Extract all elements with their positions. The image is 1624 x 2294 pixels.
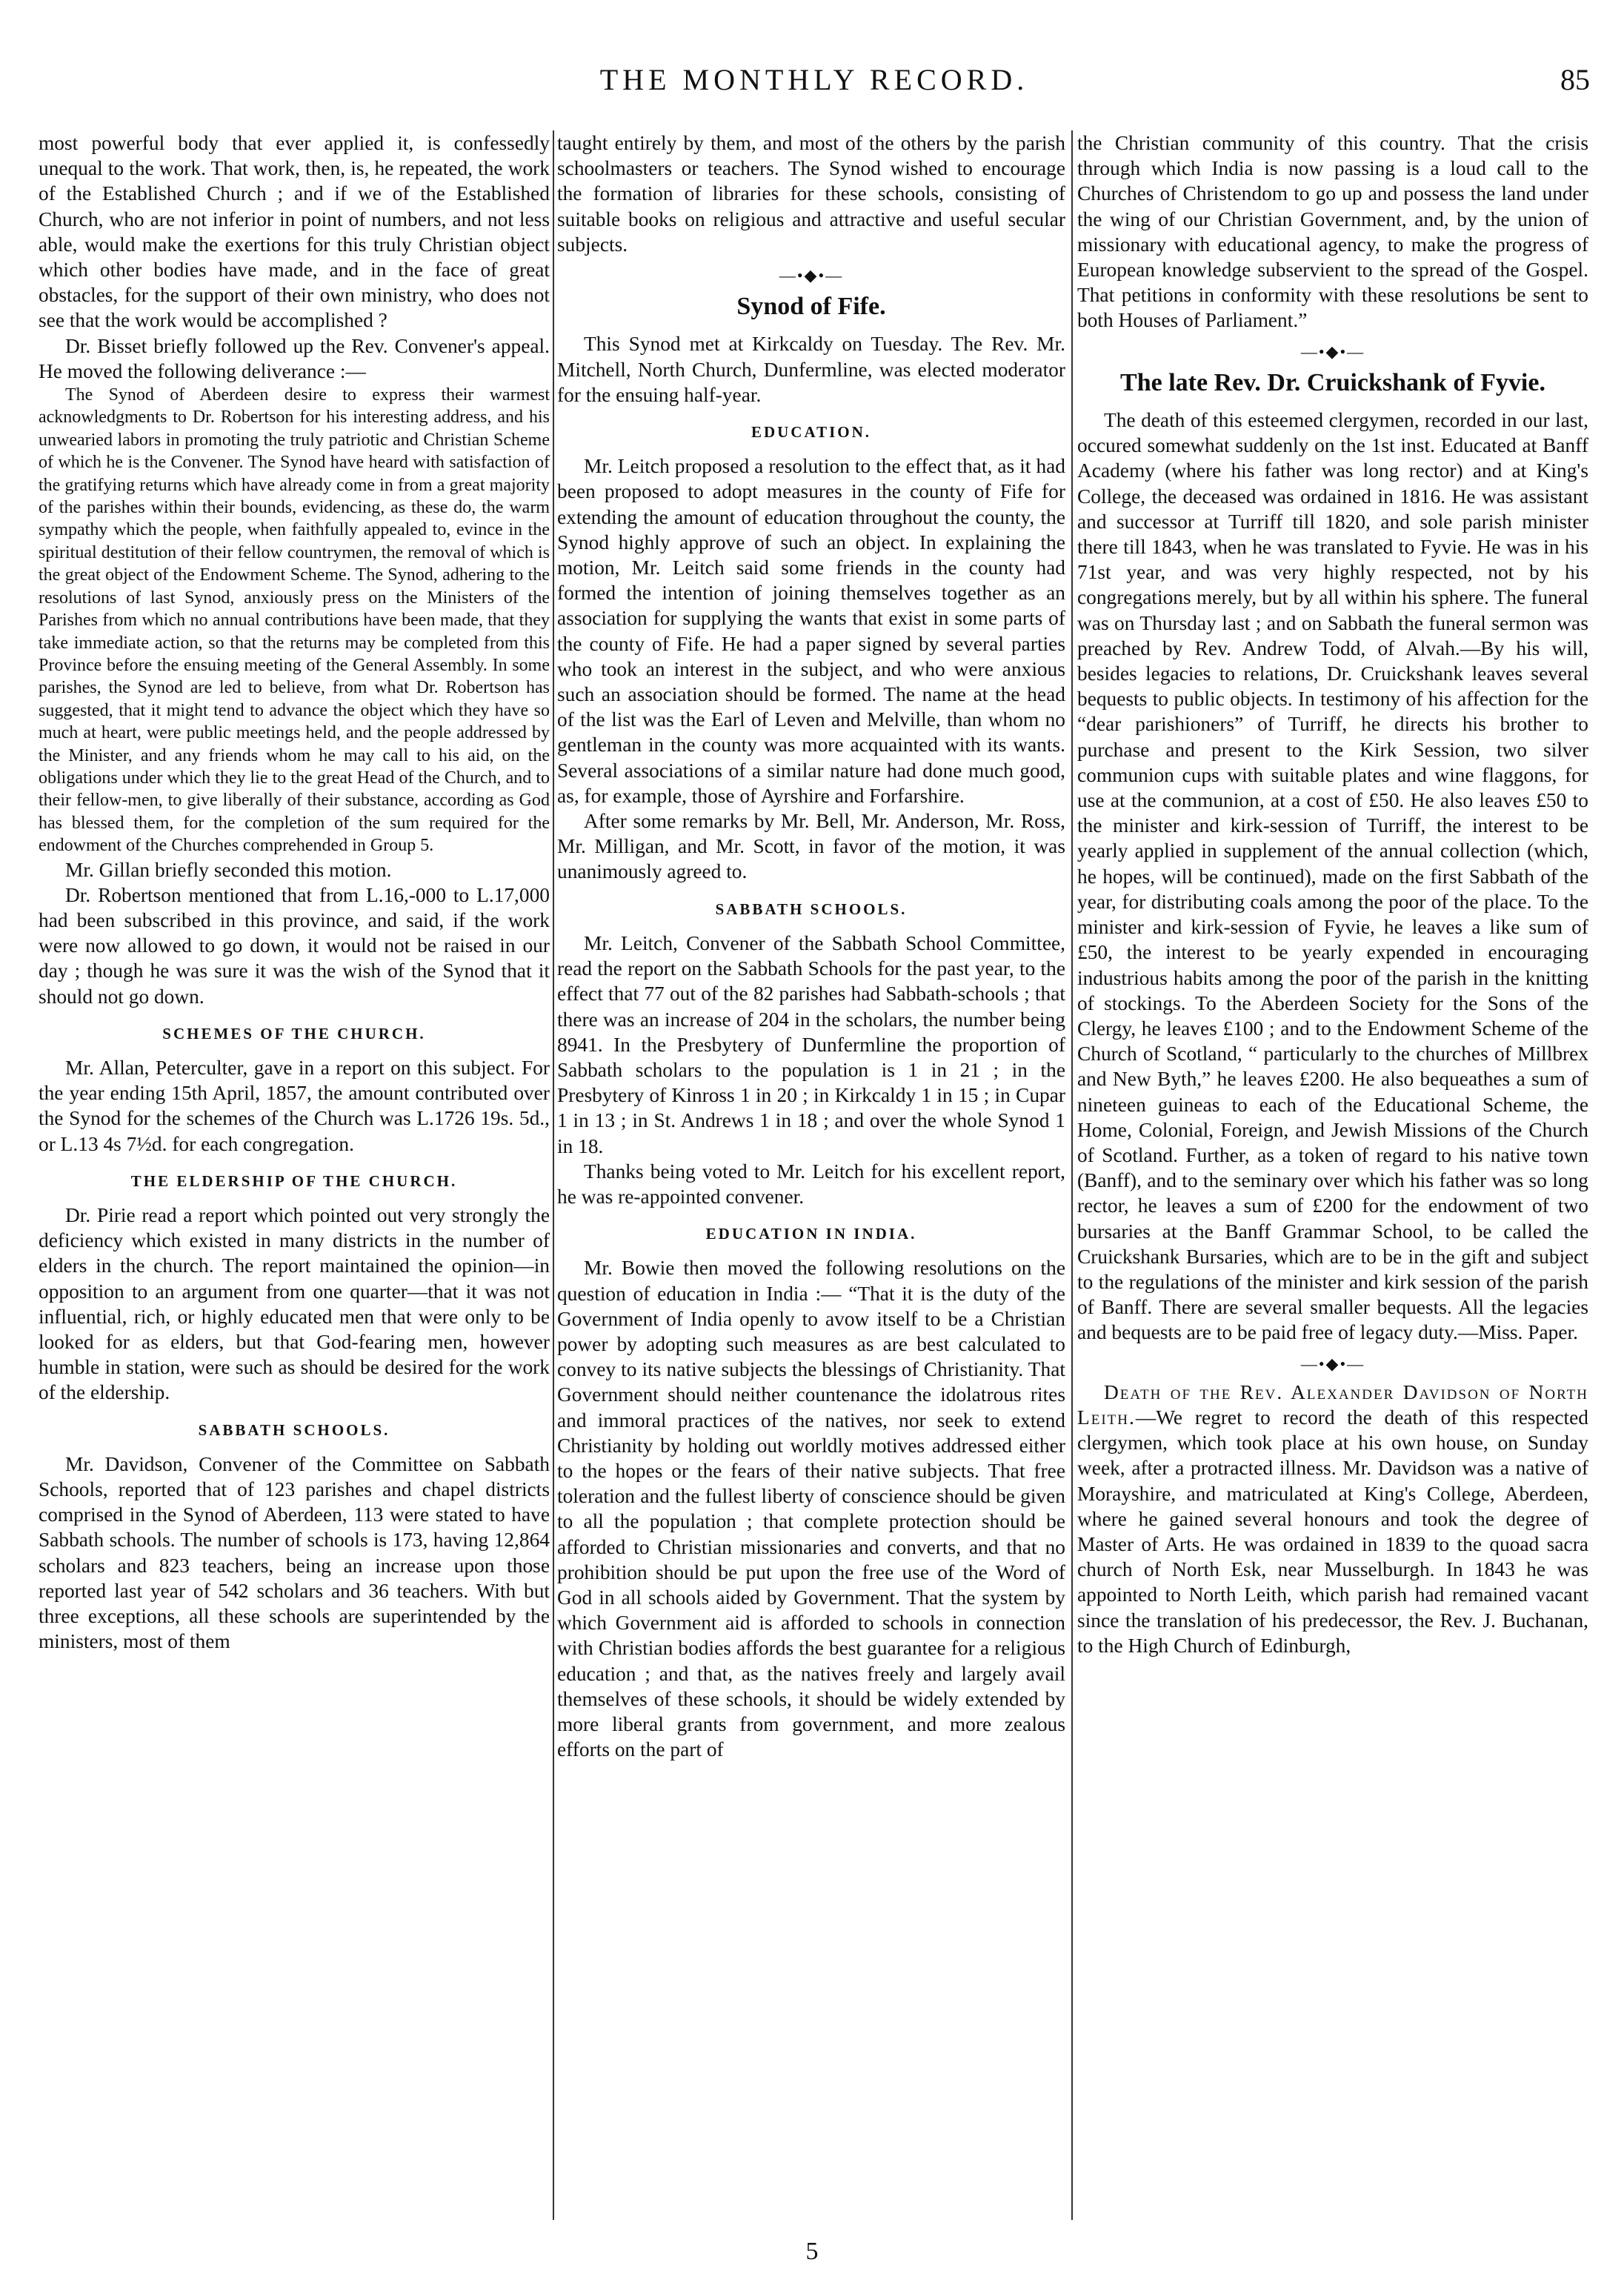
paragraph: The death of this esteemed clergymen, recorded in our last, occured somewhat suddenly on the 1st inst. Educated at Banff Academy (where his father was long rector) and at King's College, the deceased was ordained in 1816. He was assistant and successor at Turriff till 1820, and sole parish minister there till 1843, when he was translated to Fyvie. He was in his 71st year, and was very highly respected, not by his congregations merely, but by all within his sphere. The funeral was on Thursday last ; and on Sabbath the funeral sermon was preached by Rev. Andrew Todd, of Alvah.—By his will, besides legacies to relations, Dr. Cruickshank leaves several bequests to public objects. In testimony of his affection for the “dear parishioners” of Turriff, he directs his brother to purchase and present to the Kirk Session, two silver communion cups with suitable plates and wine flaggons, for use at the communion, at a cost of £50. He also leaves £50 to the minister and kirk-session of Turriff, the interest to be yearly applied in supplement of the annual collection (which, he hopes, will be continued), made on the first Sabbath of the year, for distributing coals among the poor of the place. To the minister and kirk-session of Fyvie, he leaves a like sum of £50, the interest to be yearly expended in encouraging industrious habits among the poor of the parish in the knitting of stockings. To the Aberdeen Society for the Sons of the Clergy, he leaves £100 ; and to the Endowment Scheme of the Church of Scotland, “ particularly to the churches of Millbrex and New Byth,” he leaves £200. He also bequeathes a sum of nineteen guineas to each of the Educational Scheme, the Home, Colonial, Foreign, and Jewish Missions of the Church of Scotland. Further, as a token of regard to his native town (Banff), and to the seminary over which his father was so long rector, he leaves a sum of £200 for the endowment of two bursaries at the Banff Grammar School, to be called the Cruickshank Bursaries, which are to be in the gift and subject to the regulations of the minister and kirk session of the parish of Banff. There are several smaller bequests. All the legacies and bequests are to be paid free of legacy duty.—Miss. Paper. [1077,409,1588,1344]
paragraph: taught entirely by them, and most of the others by the parish schoolmasters or teachers. The Synod wished to encourage the formation of libraries for these schools, consisting of suitable books on religious and attractive and useful secular subjects. [557,132,1065,256]
paragraph: Mr. Bowie then moved the following resolutions on the question of education in India :— “That it is the duty of the Government of India openly to avow itself to be a Christian power by adopting such measures as are best calculated to convey to its native subjects the blessings of Christianity. That Government should neither countenance the idolatrous rites and immoral practices of the natives, nor seek to extend Christianity by holding out worldly motives addressed either to the hopes or the fears of their native subjects. That free toleration and the fullest liberty of conscience should be given to all the population ; that complete protection should be afforded to Christian missionaries and converts, and that no prohibition should be put upon the free use of the Word of God in all schools aided by Government. That the system by which Government aid is afforded to schools in connection with Christian bodies affords the best guarantee for a religious education ; and that, as the natives freely and largely avail themselves of these schools, it should be widely extended by more liberal grants from government, and more zealous efforts on the part of [557,1257,1065,1761]
column-divider-2 [1071,130,1073,2220]
ornament-divider: —•◆•— [1300,342,1365,361]
paragraph: Thanks being voted to Mr. Leitch for his excellent report, he was re-appointed convener. [557,1160,1065,1208]
page-number: 85 [1560,63,1590,96]
section-heading: EDUCATION IN INDIA. [705,1225,917,1243]
paragraph: This Synod met at Kirkcaldy on Tuesday. The Rev. Mr. Mitchell, North Church, Dunfermline, was elected moderator for the ensuing half-year. [557,333,1065,406]
paragraph-text: —We regret to record the death of this respected clergymen, which took place at his own house, on Sunday week, after a protracted illness. Mr. Davidson was a native of Morayshire, and matriculated at King's College, Aberdeen, where he gained several honours and took the degree of Master of Arts. He was ordained in 1839 to the quoad sacra church of North Esk, near Musselburgh. In 1843 he was appointed to North Leith, which parish had remained vacant since the translation of his predecessor, the Rev. J. Buchanan, to the High Church of Edinburgh, [1077,1406,1588,1657]
article-title: The late Rev. Dr. Cruickshank of Fyvie. [1120,368,1545,396]
ornament-divider: —•◆•— [1300,1354,1365,1373]
section-heading: SCHEMES OF THE CHURCH. [162,1024,426,1043]
paragraph [1077,1380,1588,1658]
paragraph: Mr. Allan, Peterculter, gave in a report on this subject. For the year ending 15th April, 1857, the amount contributed over the Synod for the schemes of the Church was L.1726 19s. 5d., or L.13 4s 7½d. for each congregation. [39,1056,550,1155]
running-title: THE MONTHLY RECORD. [599,63,1029,96]
paragraph: After some remarks by Mr. Bell, Mr. Anderson, Mr. Ross, Mr. Milligan, and Mr. Scott, in favor of the motion, it was unanimously agreed to. [557,810,1065,883]
paragraph: Mr. Leitch proposed a resolution to the effect that, as it had been proposed to adopt measures in the county of Fife for extending the amount of education throughout the county, the Synod highly approve of such an object. In explaining the motion, Mr. Leitch said some friends in the county had formed the intention of joining themselves together as an association for supplying the wants that exist in some parts of the county of Fife. He had a paper signed by several parties who took an interest in the subject, and who were anxious such an association should be formed. The name at the head of the list was the Earl of Leven and Melville, than whom no gentleman in the county was more acquainted with its wants. Several associations of a similar nature had done much good, as, for example, those of Ayrshire and Forfarshire. [557,455,1065,807]
run-in-heading: Death of the Rev. Alexander Davidson of North Leith. [1077,1380,1588,1429]
section-heading: SABBATH SCHOOLS. [198,1420,390,1439]
paragraph: Dr. Robertson mentioned that from L.16,-000 to L.17,000 had been subscribed in this province, and said, if the work were now allowed to go down, it would not be raised in our day ; though he was sure it was the wish of the Synod that it should not go down. [39,883,550,1008]
paragraph: most powerful body that ever applied it, is confessedly unequal to the work. That work, then, is, he repeated, the work of the Established Church ; and if we of the Established Church, who are not inferior in point of numbers, and not less able, would make the exertions for this truly Christian object which other bodies have made, and in the face of great obstacles, for the support of their own ministry, who does not see that the work would be accomplished ? [39,132,550,332]
column-3 [1077,130,1588,2223]
paragraph: Dr. Pirie read a report which pointed out very strongly the deficiency which existed in many districts in the number of elders in the church. The report maintained the opinion—in opposition to an argument from one quarter—that it was not influential, rich, or highly educated men that were only to be looked for as elders, but that God-fearing men, however humble in station, were such as should be desired for the work of the eldership. [39,1204,550,1404]
section-heading: THE ELDERSHIP OF THE CHURCH. [130,1171,458,1190]
section-heading: EDUCATION. [751,423,872,442]
article-title: Synod of Fife. [736,293,886,321]
column-1 [39,130,550,2223]
column-2 [557,130,1065,2223]
paragraph: the Christian community of this country. That the crisis through which India is now passing is a loud call to the Churches of Christendom to go up and possess the land under the wing of our Christian Government, and, by the union of missionary with educational agency, to make the progress of European knowledge subservient to the spread of the Gospel. That petitions in conformity with these resolutions be sent to both Houses of Parliament.” [1077,132,1588,332]
deliverance-text: The Synod of Aberdeen desire to express their warmest acknowledgments to Dr. Robertson for his interesting address, and his unwearied labors in promoting the truly patriotic and Christian Scheme of which he is the Convener. The Synod have heard with satisfaction of the gratifying returns which have already come in from a great majority of the parishes within their bounds, evidencing, as these do, the warm sympathy which the people, when faithfully appealed to, evince in the spiritual destitution of their fellow countrymen, the removal of which is the great object of the Endowment Scheme. The Synod, adhering to the resolutions of last Synod, anxiously press on the Ministers of the Parishes from which no annual contributions have been made, that they take immediate action, so that the returns may be completed from this Province before the ensuing meeting of the General Assembly. In some parishes, the Synod are led to believe, from what Dr. Robertson has suggested, that it might tend to advance the object which they have so much at heart, were public meetings held, and the people addressed by the Minister, and any friends whom he may call to his aid, on the obligations under which they lie to the great Head of the Church, and to their fellow-men, to give liberally of their substance, according as God has blessed them, for the completion of the sum required for the endowment of the Churches comprehended in Group 5. [39,385,550,856]
paragraph: Dr. Bisset briefly followed up the Rev. Convener's appeal. He moved the following deliverance :— [39,334,550,382]
paragraph: Mr. Gillan briefly seconded this motion. [65,858,392,881]
signature-mark: 5 [805,2238,819,2265]
column-divider-1 [553,130,554,2220]
section-heading: SABBATH SCHOOLS. [715,900,908,918]
paragraph: Mr. Leitch, Convener of the Sabbath School Committee, read the report on the Sabbath Schools for the past year, to the effect that 77 out of the 82 parishes had Sabbath-schools ; that there was an increase of 204 in the scholars, the number being 8941. In the Presbytery of Dunfermline the proportion of Sabbath scholars to the population is 1 in 21 ; in the Presbytery of Kinross 1 in 20 ; in Kirkcaldy 1 in 15 ; in Cupar 1 in 13 ; in St. Andrews 1 in 18 ; and over the whole Synod 1 in 18. [557,931,1065,1157]
ornament-divider: —•◆•— [779,266,844,285]
paragraph: Mr. Davidson, Convener of the Committee on Sabbath Schools, reported that of 123 parishes and chapel districts comprised in the Synod of Aberdeen, 113 were stated to have Sabbath schools. The number of schools is 173, having 12,864 scholars and 823 teachers, being an increase upon those reported last year of 542 scholars and 36 teachers. With but three exceptions, all these schools are superintended by the ministers, most of them [39,1452,550,1653]
page-header [39,62,1590,104]
